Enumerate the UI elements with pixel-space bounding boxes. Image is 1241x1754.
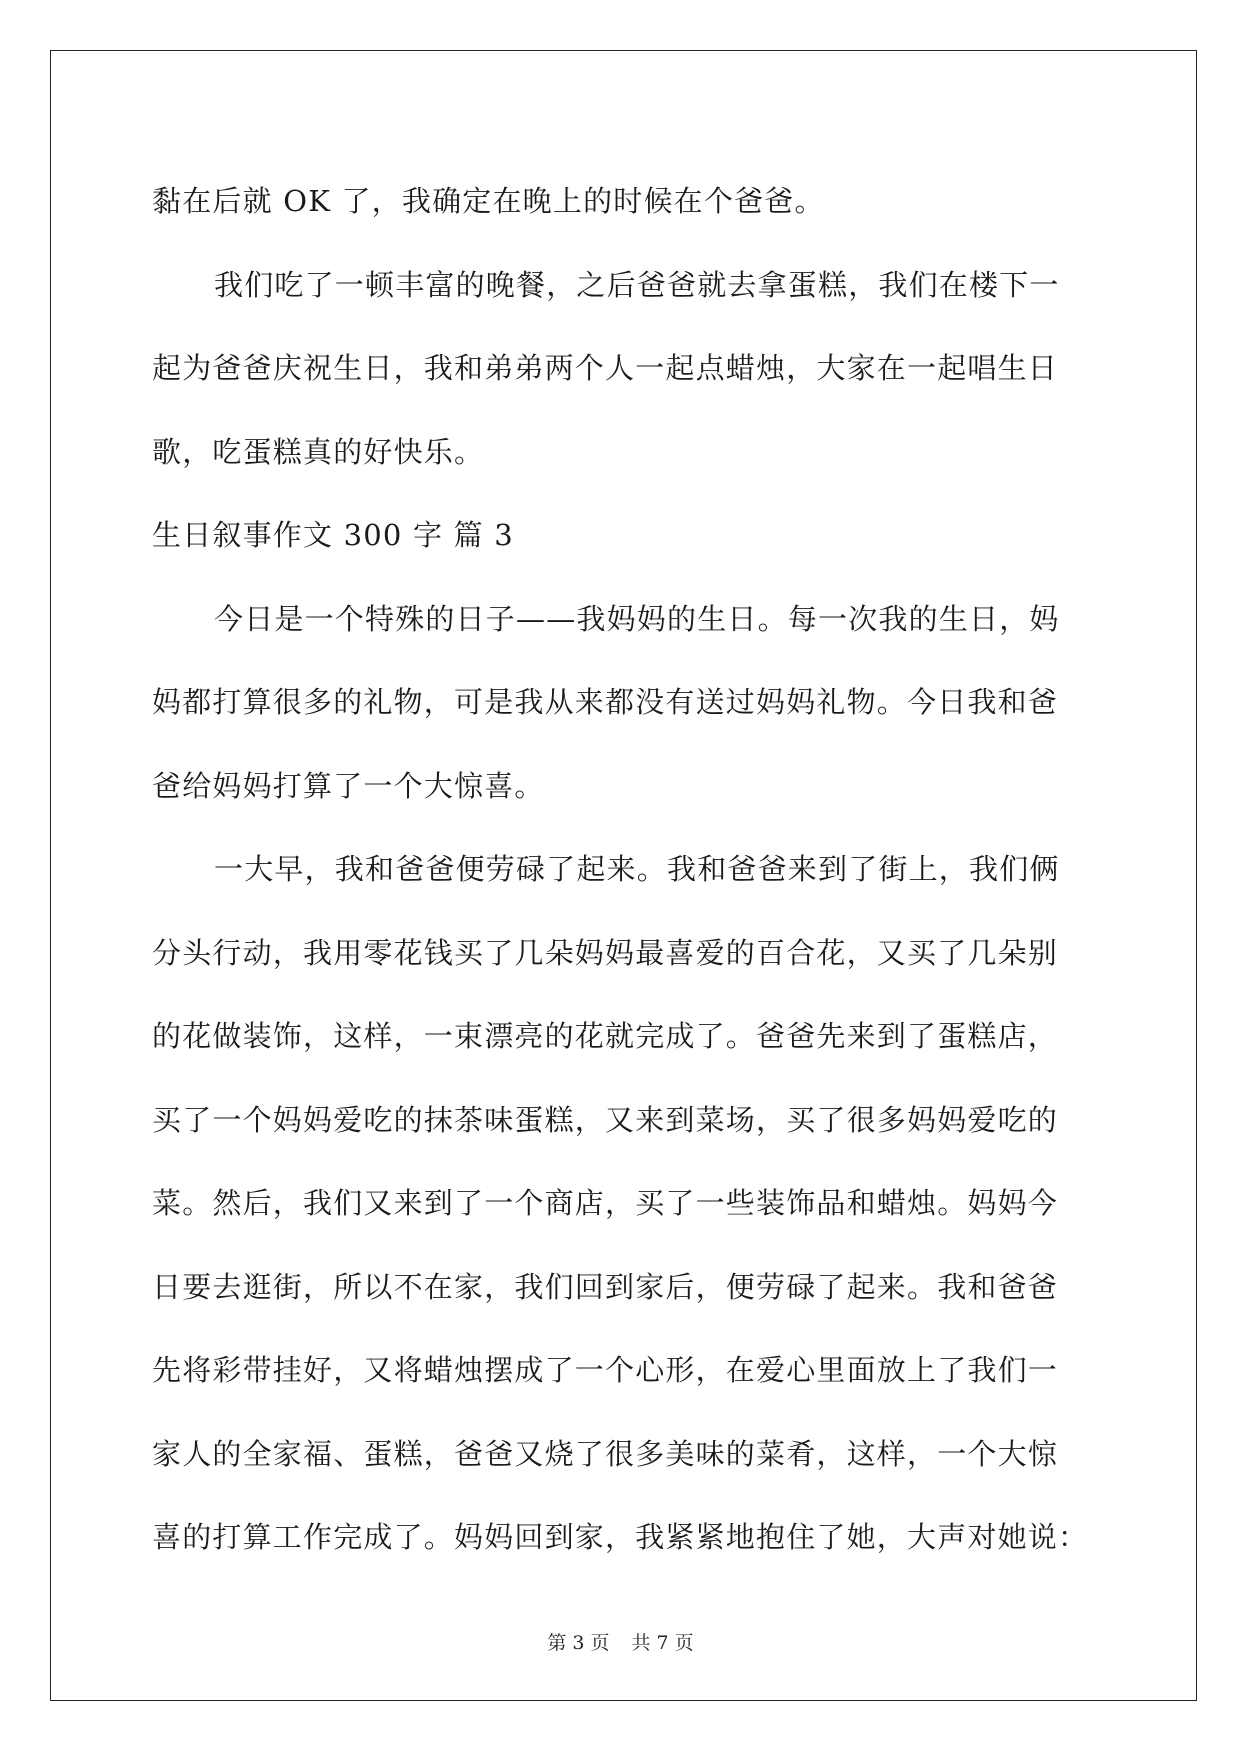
document-body: [152, 160, 1092, 1580]
text-line: 今日是一个特殊的日子——我妈妈的生日。每一次我的生日，妈: [214, 601, 1060, 636]
text-line: 的花做装饰，这样，一束漂亮的花就完成了。爸爸先来到了蛋糕店，: [152, 1019, 1059, 1053]
page-footer: [0, 1628, 1241, 1655]
text-line: 喜的打算工作完成了。妈妈回到家，我紧紧地抱住了她，大声对她说：: [152, 1520, 1089, 1554]
text-line: 一大早，我和爸爸便劳碌了起来。我和爸爸来到了街上，我们俩: [214, 852, 1060, 886]
page-total: 共 7 页: [631, 1632, 694, 1654]
text-line: 歌，吃蛋糕真的好快乐。: [152, 434, 485, 469]
text-line: 爸给妈妈打算了一个大惊喜。: [152, 768, 545, 803]
text-line: 先将彩带挂好，又将蜡烛摆成了一个心形，在爱心里面放上了我们一: [152, 1353, 1059, 1387]
text-line: 妈都打算很多的礼物，可是我从来都没有送过妈妈礼物。今日我和爸: [152, 685, 1059, 719]
text-line: 黏在后就 OK 了，我确定在晚上的时候在个爸爸。: [152, 184, 825, 218]
section-heading: 生日叙事作文 300 字 篇 3: [152, 518, 514, 552]
text-line: 起为爸爸庆祝生日，我和弟弟两个人一起点蜡烛，大家在一起唱生日: [152, 351, 1059, 385]
text-line: 家人的全家福、蛋糕，爸爸又烧了很多美味的菜肴，这样，一个大惊: [152, 1436, 1059, 1471]
text-line: 日要去逛街，所以不在家，我们回到家后，便劳碌了起来。我和爸爸: [152, 1269, 1059, 1304]
page-number: 第 3 页: [547, 1632, 610, 1654]
text-line: 菜。然后，我们又来到了一个商店，买了一些装饰品和蜡烛。妈妈今: [152, 1186, 1059, 1220]
text-line: 买了一个妈妈爱吃的抹茶味蛋糕，又来到菜场，买了很多妈妈爱吃的: [152, 1102, 1059, 1137]
text-line: 我们吃了一顿丰富的晚餐，之后爸爸就去拿蛋糕，我们在楼下一: [214, 267, 1060, 302]
text-line: 分头行动，我用零花钱买了几朵妈妈最喜爱的百合花，又买了几朵别: [152, 935, 1059, 970]
